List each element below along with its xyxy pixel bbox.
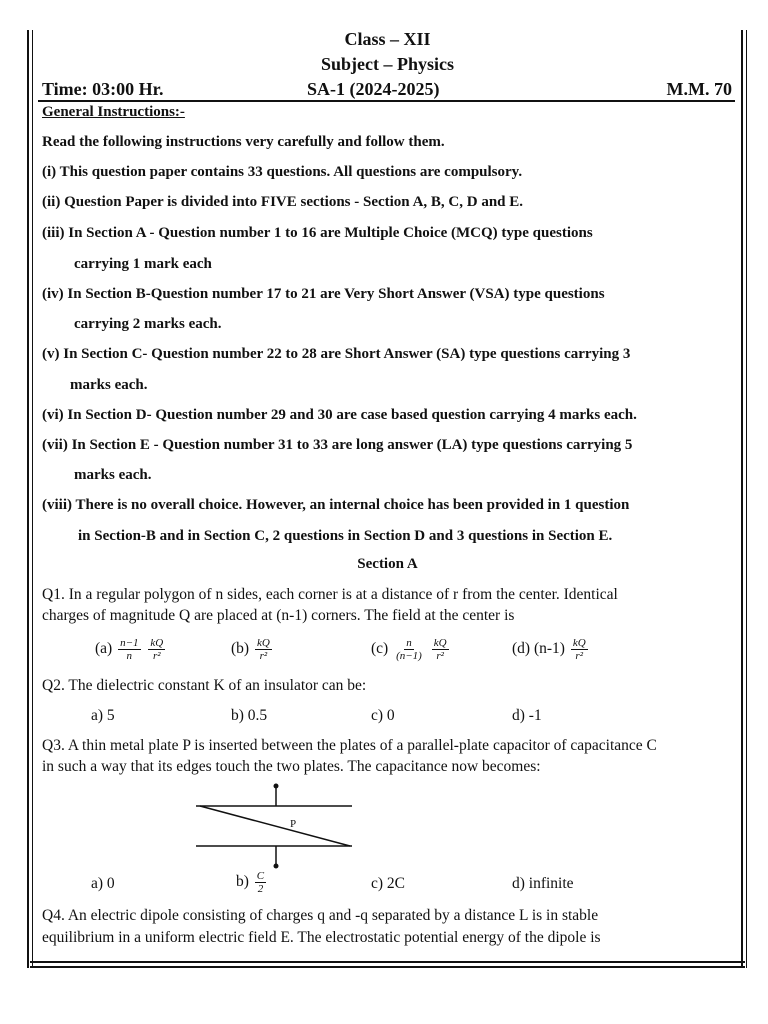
q1-option-d <box>512 637 590 662</box>
denominator: (n−1) <box>396 650 422 663</box>
numerator: n <box>406 637 412 649</box>
instruction-line: (iv) In Section B-Question number 17 to 21 are Very Short Answer (VSA) type questions <box>42 286 605 302</box>
fraction <box>432 637 449 662</box>
numerator: kQ <box>150 637 164 649</box>
time-allowed: Time: 03:00 Hr. <box>42 79 164 99</box>
instruction-line: (iii) In Section A - Question number 1 to 16 are Multiple Choice (MCQ) type questions <box>42 225 593 241</box>
plate-label: P <box>290 818 297 830</box>
top-terminal-dot <box>274 784 279 789</box>
instruction-line: (ii) Question Paper is divided into FIVE sections - Section A, B, C, D and E. <box>42 194 524 210</box>
max-marks: M.M. 70 <box>666 79 732 99</box>
class-line: Class – XII <box>344 29 431 49</box>
denominator: n <box>126 650 133 663</box>
denominator: r² <box>259 650 268 663</box>
page-border-bottom-inner <box>30 966 745 968</box>
numerator: n−1 <box>120 637 139 649</box>
q3-text-line1: Q3. A thin metal plate P is inserted between the plates of a parallel-plate capacitor of capacitance C <box>42 737 657 754</box>
q1-option-b <box>231 637 274 662</box>
fraction <box>148 637 165 662</box>
q3-option-b <box>236 870 268 895</box>
option-label: (b) <box>231 640 250 658</box>
instruction-line: (v) In Section C- Question number 22 to 28 are Short Answer (SA) type questions carrying 3 <box>42 346 631 362</box>
instructions-heading: General Instructions:- <box>42 104 185 120</box>
q1-text-line2: charges of magnitude Q are placed at (n-1) corners. The field at the center is <box>42 607 515 624</box>
instruction-line: carrying 2 marks each. <box>74 316 222 332</box>
denominator: r² <box>436 650 444 663</box>
q3-option-c: c) 2C <box>371 875 406 892</box>
q1-option-c <box>371 637 451 662</box>
fraction <box>571 637 588 662</box>
page-border-bottom <box>30 961 745 963</box>
q4-text-line2: equilibrium in a uniform electric field E. The electrostatic potential energy of the dipole is <box>42 929 601 946</box>
subject-line: Subject – Physics <box>320 54 454 74</box>
inserted-plate <box>200 806 350 846</box>
q3-text-line2: in such a way that its edges touch the two plates. The capacitance now becomes: <box>42 758 541 775</box>
q1-option-a <box>95 637 167 662</box>
capacitor-diagram <box>190 780 360 875</box>
instruction-line: (viii) There is no overall choice. However, an internal choice has been provided in 1 question <box>42 497 630 513</box>
fraction <box>255 870 266 895</box>
instruction-line: (i) This question paper contains 33 questions. All questions are compulsory. <box>42 164 523 180</box>
numerator: kQ <box>433 637 447 649</box>
denominator: r² <box>153 650 161 663</box>
option-label: (a) <box>95 640 113 658</box>
q2-option-d: d) -1 <box>512 707 542 724</box>
option-label: (c) <box>371 640 389 658</box>
numerator: kQ <box>572 637 586 649</box>
q2-text: Q2. The dielectric constant K of an insulator can be: <box>42 677 367 694</box>
fraction <box>255 637 272 662</box>
instruction-line: marks each. <box>70 377 148 393</box>
option-label: b) <box>236 873 249 891</box>
fraction <box>118 637 140 662</box>
option-label: (d) (n-1) <box>512 640 565 658</box>
q3-option-d: d) infinite <box>512 875 574 892</box>
instruction-line: (vii) In Section E - Question number 31 to 33 are long answer (LA) type questions carrying 5 <box>42 437 633 453</box>
q2-option-c: c) 0 <box>371 707 395 724</box>
fraction <box>394 637 424 662</box>
instruction-line: in Section-B and in Section C, 2 questions in Section D and 3 questions in Section E. <box>78 528 613 544</box>
q2-option-b: b) 0.5 <box>231 707 268 724</box>
instruction-line: (vi) In Section D- Question number 29 and 30 are case based question carrying 4 marks each. <box>42 407 637 423</box>
numerator: kQ <box>256 637 270 649</box>
page-border-right-inner <box>746 30 747 968</box>
numerator: C <box>256 870 265 882</box>
page-border-left <box>27 30 29 968</box>
q2-option-a: a) 5 <box>91 707 115 724</box>
denominator: r² <box>575 650 584 663</box>
q3-option-a: a) 0 <box>91 875 115 892</box>
page-border-left-inner <box>32 30 33 968</box>
bottom-terminal-dot <box>274 864 279 869</box>
instruction-line: carrying 1 mark each <box>74 256 212 272</box>
header-rule <box>38 100 735 102</box>
q4-text-line1: Q4. An electric dipole consisting of charges q and -q separated by a distance L is in stable <box>42 907 599 924</box>
section-a-title: Section A <box>357 556 418 572</box>
instruction-line: marks each. <box>74 467 152 483</box>
instructions-intro: Read the following instructions very carefully and follow them. <box>42 134 445 150</box>
q1-text-line1: Q1. In a regular polygon of n sides, each corner is at a distance of r from the center. Identical <box>42 586 618 603</box>
denominator: 2 <box>257 883 264 896</box>
exam-name: SA-1 (2024-2025) <box>307 79 440 99</box>
page-border-right <box>741 30 743 968</box>
